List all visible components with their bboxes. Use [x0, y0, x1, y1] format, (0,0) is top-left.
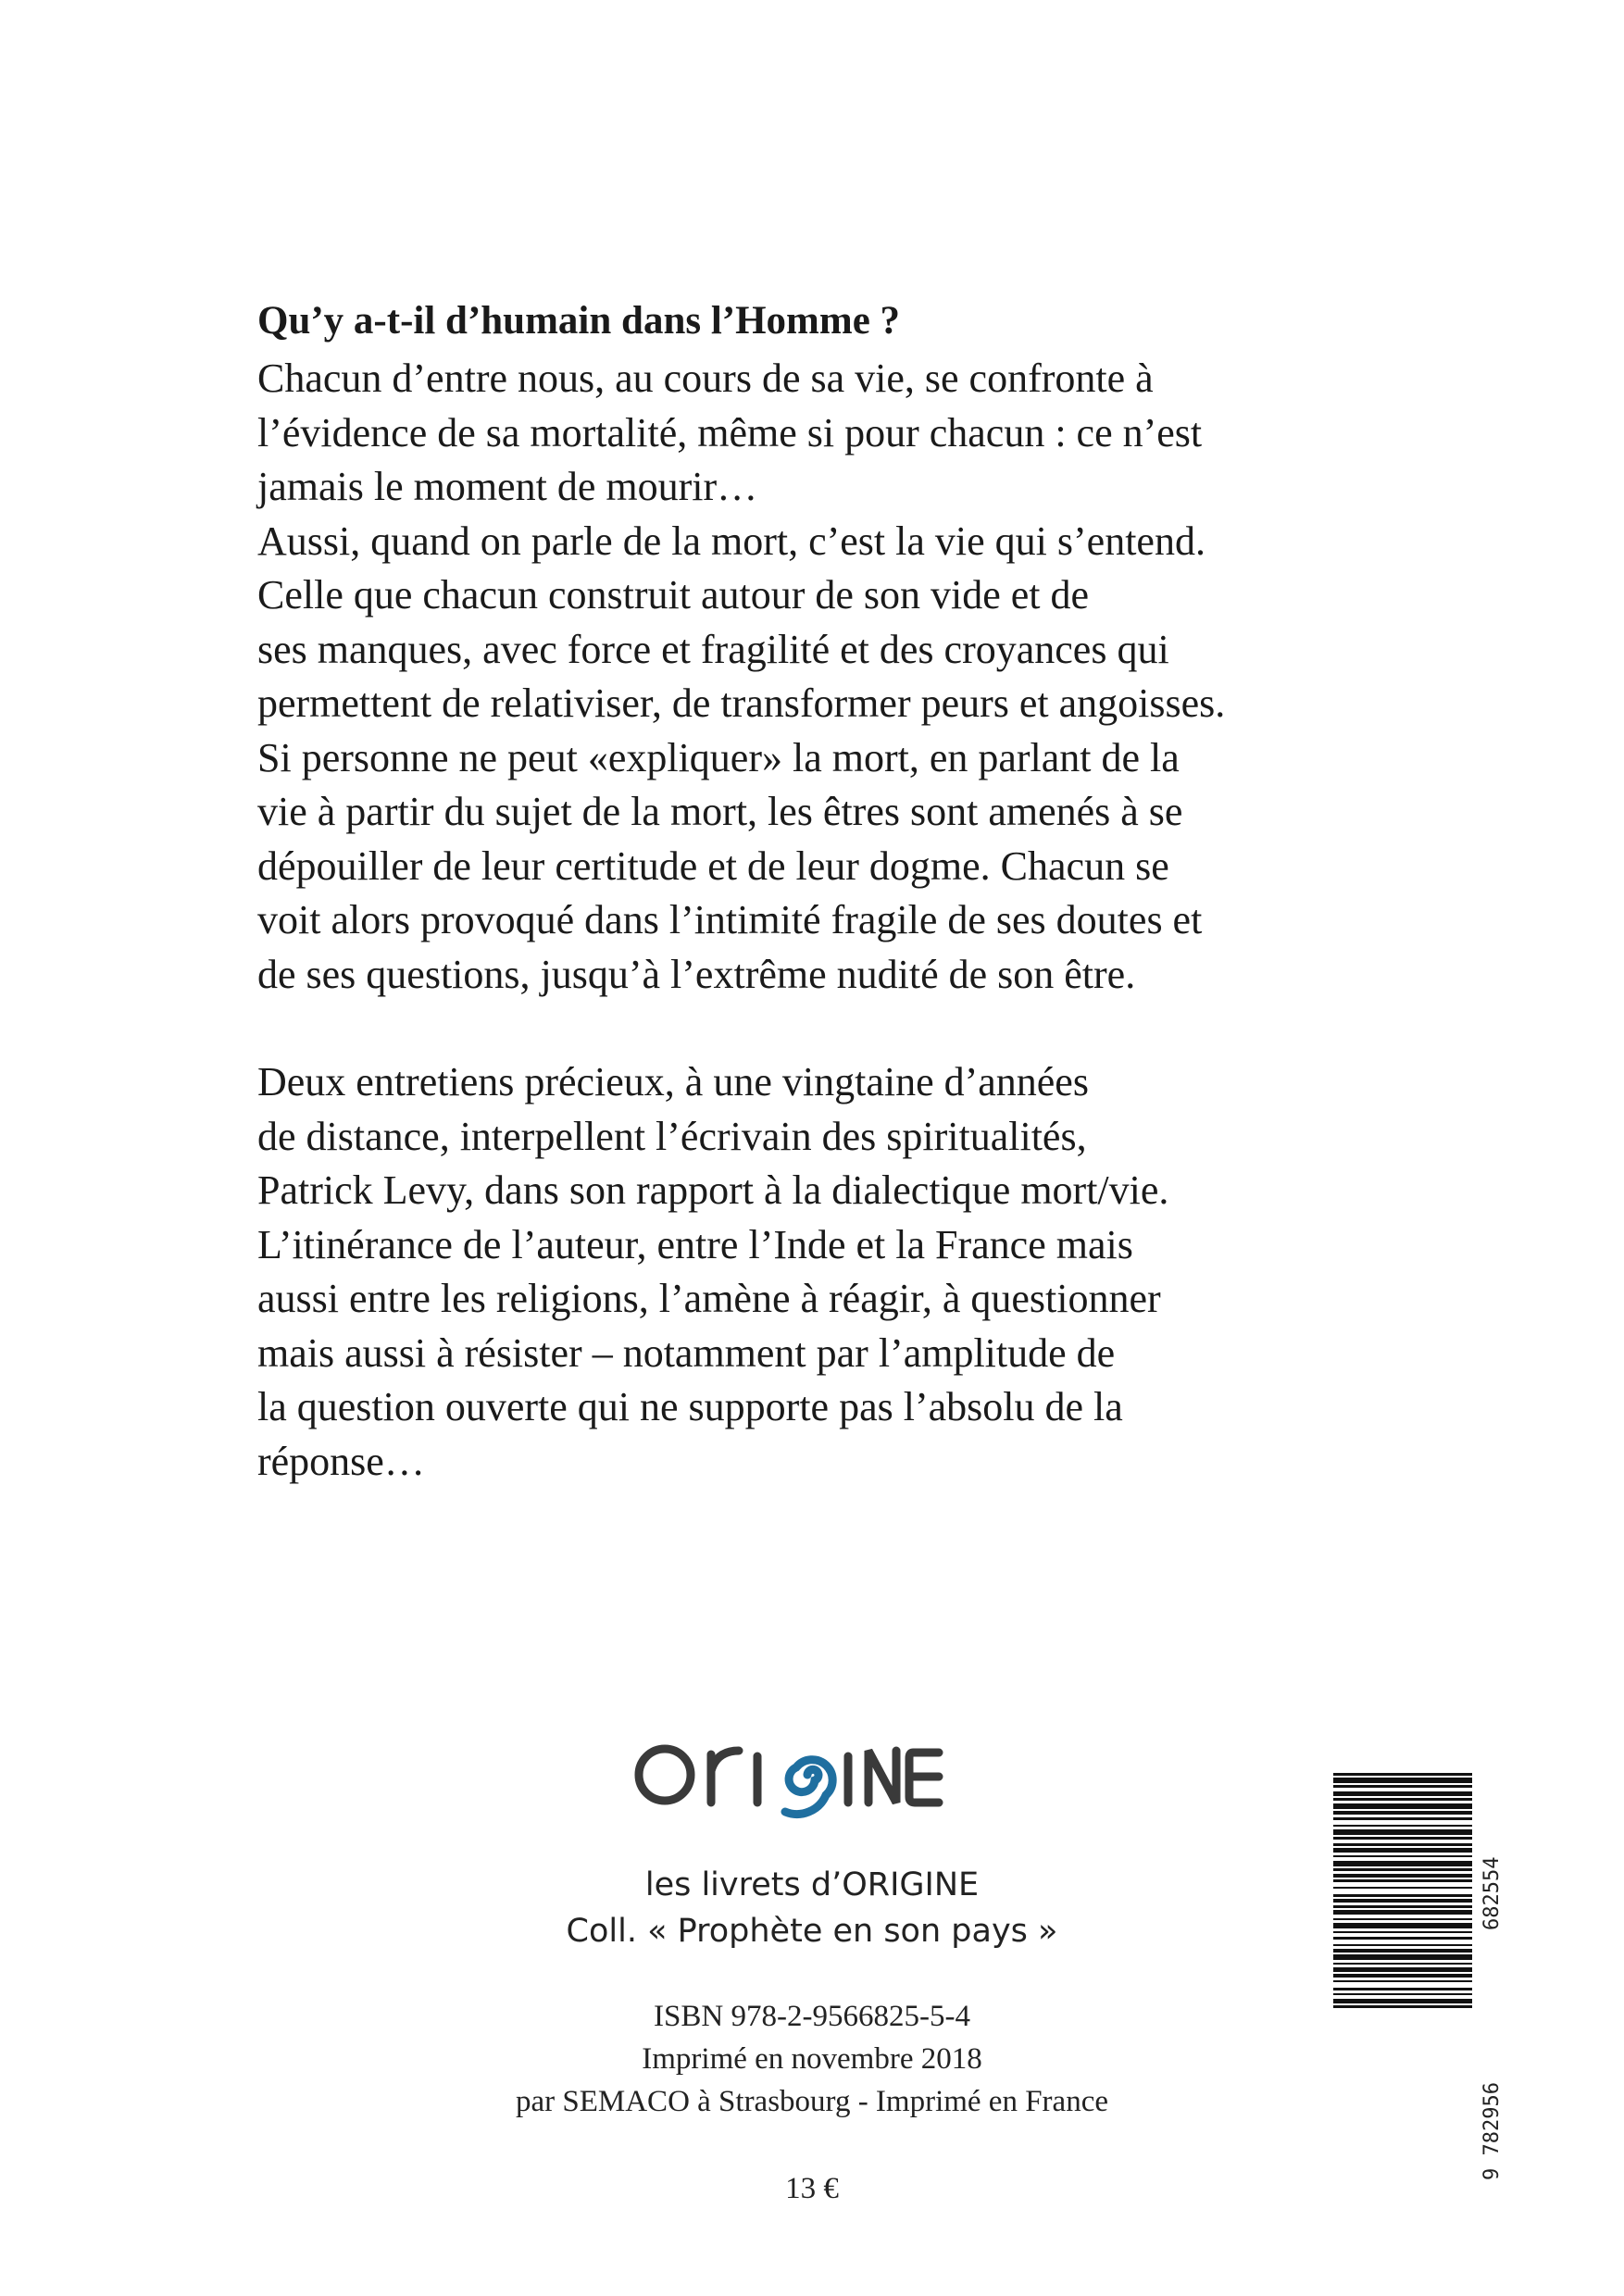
text-line: Chacun d’entre nous, au cours de sa vie, se confronte à [257, 356, 1154, 401]
text-line: L’itinérance de l’auteur, entre l’Inde et la France mais [257, 1221, 1133, 1267]
text-line: Deux entretiens précieux, à une vingtaine d’années [257, 1059, 1089, 1104]
text-line: ses manques, avec force et fragilité et des croyances qui [257, 626, 1169, 672]
text-line: l’évidence de sa mortalité, même si pour chacun : ce n’est [257, 409, 1203, 455]
text-line: Patrick Levy, dans son rapport à la dialectique mort/vie. [257, 1167, 1169, 1213]
barcode-digits-1: 9 782956 [1480, 2082, 1504, 2180]
isbn-barcode [1333, 1773, 1509, 2180]
printer-info: par SEMACO à Strasbourg - Imprimé en France [515, 2085, 1108, 2118]
text-line: Si personne ne peut «expliquer» la mort, en parlant de la [257, 734, 1180, 780]
text-line: réponse… [257, 1438, 425, 1484]
isbn: ISBN 978-2-9566825-5-4 [654, 2000, 970, 2033]
text-line: aussi entre les religions, l’amène à réagir, à questionner [257, 1276, 1161, 1321]
text-line: Celle que chacun construit autour de son vide et de [257, 572, 1090, 618]
text-line: mais aussi à résister – notamment par l’amplitude de [257, 1329, 1116, 1376]
text-line: jamais le moment de mourir… [257, 464, 758, 509]
paragraph-1 [257, 352, 1326, 1002]
text-line: Aussi, quand on parle de la mort, c’est la vie qui s’entend. [257, 518, 1206, 564]
text-line: de distance, interpellent l’écrivain des spiritualités, [257, 1113, 1087, 1159]
text-line: dépouiller de leur certitude et de leur dogme. Chacun se [257, 842, 1169, 889]
print-date: Imprimé en novembre 2018 [642, 2042, 982, 2076]
text-line: voit alors provoqué dans l’intimité fragile de ses doutes et [257, 897, 1203, 942]
barcode-digits-2: 682554 [1480, 1856, 1504, 1930]
collection-title: Coll. « Prophète en son pays » [566, 1913, 1058, 1950]
series-title: les livrets d’ORIGINE [644, 1866, 980, 1903]
back-cover-text [257, 294, 1326, 1489]
text-line: vie à partir du sujet de la mort, les êtres sont amenés à se [257, 789, 1183, 834]
price: 13 € [785, 2172, 839, 2205]
paragraph-2 [257, 1055, 1326, 1489]
text-line: permettent de relativiser, de transformer peurs et angoisses. [257, 680, 1226, 726]
origine-logo [630, 1717, 944, 1838]
cover-heading: Qu’y a-t-il d’humain dans l’Homme ? [257, 299, 901, 343]
text-line: de ses questions, jusqu’à l’extrême nudité de son être. [257, 951, 1136, 997]
text-line: la question ouverte qui ne supporte pas l’absolu de la [257, 1384, 1123, 1429]
